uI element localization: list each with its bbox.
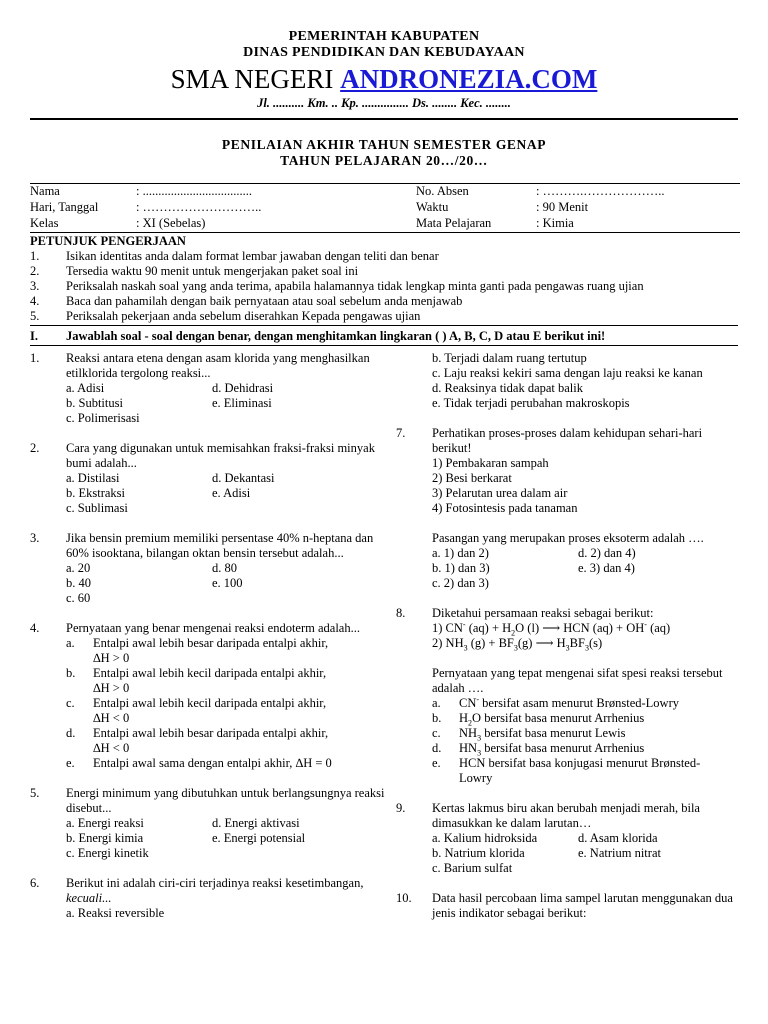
option-letter: d. xyxy=(66,726,76,740)
question-text: Pernyataan yang benar mengenai reaksi endoterm adalah... xyxy=(66,621,360,635)
instruction-item xyxy=(30,249,740,264)
question-prompt: Pasangan yang merupakan proses eksoterm adalah …. xyxy=(432,531,704,545)
option-c[interactable]: c. Polimerisasi xyxy=(66,411,140,425)
option-d[interactable]: d. Reaksinya tidak dapat balik xyxy=(432,381,584,395)
question-number: 4. xyxy=(30,621,40,635)
question-number: 9. xyxy=(396,801,406,815)
option-letter: b. xyxy=(66,666,76,680)
option-d[interactable]: d. 2) dan 4) xyxy=(578,546,636,560)
instruction-item xyxy=(30,309,740,324)
list-item: 1) Pembakaran sampah xyxy=(432,456,549,470)
option-b[interactable]: b. Energi kimia xyxy=(66,831,144,845)
identity-label: Nama xyxy=(30,184,136,201)
right-column xyxy=(396,351,742,921)
options xyxy=(66,381,390,426)
list-item: 3) Pelarutan urea dalam air xyxy=(432,486,568,500)
identity-value: : XI (Sebelas) xyxy=(136,216,416,233)
option-a[interactable]: a. CN- bersifat asam menurut Brønsted-Lowry xyxy=(432,694,679,710)
question-text: Energi minimum yang dibutuhkan untuk berlangsungnya reaksi disebut... xyxy=(66,786,385,815)
option-text-2: Lowry xyxy=(459,771,493,785)
option-d[interactable]: d. Dekantasi xyxy=(212,471,275,485)
section-divider-top xyxy=(30,325,738,326)
option-a[interactable]: a. Energi reaksi xyxy=(66,816,144,830)
option-text: bersifat asam menurut Brønsted-Lowry xyxy=(482,696,679,710)
question-number: 2. xyxy=(30,441,40,455)
exam-title: PENILAIAN AKHIR TAHUN SEMESTER GENAP xyxy=(221,137,547,152)
question-6 xyxy=(30,876,390,921)
identity-table xyxy=(30,183,740,233)
option-c[interactable]: c. Barium sulfat xyxy=(432,861,513,875)
school-address: Jl. .......... Km. .. Kp. ............... Ds. ........ Kec. ........ xyxy=(257,96,511,110)
instruction-text: Periksalah pekerjaan anda sebelum diserahkan Kepada pengawas ujian xyxy=(66,309,421,323)
question-text: Cara yang digunakan untuk memisahkan fraksi-fraksi minyak bumi adalah... xyxy=(66,441,375,470)
options xyxy=(432,546,742,591)
options xyxy=(432,831,742,876)
school-name xyxy=(0,64,768,94)
question-number: 8. xyxy=(396,606,406,620)
option-text-2: ∆H < 0 xyxy=(93,711,130,725)
instruction-item xyxy=(30,294,740,309)
section-number: I. xyxy=(30,329,38,343)
question-10 xyxy=(396,891,742,921)
option-text: Entalpi awal lebih besar daripada entalpi akhir, xyxy=(93,636,329,650)
option-text: Entalpi awal lebih kecil daripada entalpi akhir, xyxy=(93,666,327,680)
option-c[interactable]: c. 2) dan 3) xyxy=(432,576,489,590)
question-7 xyxy=(396,426,742,591)
option-text: Entalpi awal lebih kecil daripada entalpi akhir, xyxy=(93,696,327,710)
question-text: Diketahui persamaan reaksi sebagai berikut: xyxy=(432,606,654,620)
question-number: 1. xyxy=(30,351,40,365)
option-text: bersifat basa menurut Lewis xyxy=(484,726,626,740)
option-letter: e. xyxy=(66,756,75,770)
question-prompt: Pernyataan yang tepat mengenai sifat spesi reaksi tersebut adalah …. xyxy=(432,666,723,695)
section-text: Jawablah soal - soal dengan benar, dengan menghitamkan lingkaran ( ) A, B, C, D atau E berikut ini! xyxy=(66,329,606,343)
option-a[interactable]: a. 1) dan 2) xyxy=(432,546,489,560)
option-e[interactable]: e. Eliminasi xyxy=(212,396,272,410)
question-6-continued xyxy=(396,351,742,411)
option-text-2: ∆H > 0 xyxy=(93,651,130,665)
identity-label: Waktu xyxy=(416,200,449,214)
options xyxy=(66,561,390,606)
option-d[interactable]: d. Energi aktivasi xyxy=(212,816,300,830)
reaction-equation-1: 1) CN- $(aq) + H_2O$ (l) ⟶ HCN (aq) + OH- (aq) xyxy=(432,619,671,638)
option-b[interactable]: b. Ekstraksi xyxy=(66,486,126,500)
gov-line-1: PEMERINTAH KABUPATEN xyxy=(288,29,480,44)
question-number: 10. xyxy=(396,891,412,905)
option-b[interactable]: b. Terjadi dalam ruang tertutup xyxy=(432,351,587,365)
option-b[interactable]: b. Subtitusi xyxy=(66,396,123,410)
option-text: Entalpi awal sama dengan entalpi akhir, ∆H = 0 xyxy=(93,756,332,770)
question-number: 7. xyxy=(396,426,406,440)
letterhead-divider xyxy=(30,118,738,120)
option-c[interactable]: c. Laju reaksi kekiri sama dengan laju reaksi ke kanan xyxy=(432,366,703,380)
instruction-item xyxy=(30,264,740,279)
option-a[interactable]: a. Adisi xyxy=(66,381,105,395)
option-text: bersifat basa menurut Arrhenius xyxy=(484,711,645,725)
section-heading xyxy=(30,329,740,344)
question-text xyxy=(66,876,390,906)
identity-value: : ……………………….. xyxy=(136,200,262,214)
identity-row xyxy=(30,200,740,216)
question-2 xyxy=(30,441,390,516)
instruction-item xyxy=(30,279,740,294)
gov-line-2: DINAS PENDIDIKAN DAN KEBUDAYAAN xyxy=(243,45,525,60)
question-9 xyxy=(396,801,742,876)
option-e[interactable]: e. 100 xyxy=(212,576,243,590)
option-a[interactable] xyxy=(66,636,390,666)
question-text: Reaksi antara etena dengan asam klorida yang menghasilkan etilklorida tergolong reaksi... xyxy=(66,351,370,380)
options xyxy=(66,816,390,861)
options xyxy=(66,471,390,516)
instruction-number: 5. xyxy=(30,309,40,323)
option-e[interactable]: e. Adisi xyxy=(212,486,251,500)
identity-value: : ……….……………….. xyxy=(536,184,740,201)
instruction-number: 2. xyxy=(30,264,40,278)
option-a[interactable]: a. Kalium hidroksida xyxy=(432,831,538,845)
question-1 xyxy=(30,351,390,426)
identity-row xyxy=(30,184,740,201)
identity-value: : ................................... xyxy=(136,184,416,201)
question-number: 6. xyxy=(30,876,40,890)
option-c[interactable]: c. Energi kinetik xyxy=(66,846,149,860)
option-d[interactable]: d. Dehidrasi xyxy=(212,381,274,395)
identity-label: No. Absen xyxy=(416,184,536,201)
option-e[interactable] xyxy=(66,756,390,771)
option-text: Entalpi awal lebih besar daripada entalpi akhir, xyxy=(93,726,329,740)
exam-year: TAHUN PELAJARAN 20…/20… xyxy=(280,153,488,168)
question-3 xyxy=(30,531,390,606)
identity-value: : 90 Menit xyxy=(536,200,589,214)
option-letter: a. xyxy=(66,636,75,650)
question-text-emphasis: kecuali... xyxy=(66,891,112,905)
option-e[interactable]: e. Energi potensial xyxy=(212,831,306,845)
question-number: 3. xyxy=(30,531,40,545)
option-e[interactable]: e. Natrium nitrat xyxy=(578,846,661,860)
list-item: 2) Besi berkarat xyxy=(432,471,512,485)
question-5 xyxy=(30,786,390,861)
identity-value: : Kimia xyxy=(536,216,740,233)
question-text: Perhatikan proses-proses dalam kehidupan sehari-hari berikut! xyxy=(432,426,703,455)
question-number: 5. xyxy=(30,786,40,800)
option-a[interactable]: a. Distilasi xyxy=(66,471,120,485)
option-a[interactable]: a. 20 xyxy=(66,561,91,575)
option-c[interactable]: c. Sublimasi xyxy=(66,501,128,515)
instruction-number: 1. xyxy=(30,249,40,263)
letterhead xyxy=(0,0,768,110)
exam-title-block xyxy=(0,137,768,169)
option-e[interactable]: e. HCN bersifat basa konjugasi menurut Brønsted- Lowry xyxy=(432,756,701,785)
reaction-equation-2: 2) $NH_3$ $(g) + BF_3(g)$ ⟶ $H_3BF_3(s)$ xyxy=(432,636,603,653)
school-prefix: SMA NEGERI xyxy=(170,64,334,94)
question-text: Jika bensin premium memiliki persentase 40% n-heptana dan 60% isooktana, bilangan oktan bensin tersebut adalah... xyxy=(66,531,374,560)
instructions-heading: PETUNJUK PENGERJAAN xyxy=(30,234,186,248)
question-text-main: Berikut ini adalah ciri-ciri terjadinya reaksi kesetimbangan, xyxy=(66,876,364,890)
question-4 xyxy=(30,621,390,771)
option-b[interactable]: b. 40 xyxy=(66,576,91,590)
instruction-number: 3. xyxy=(30,279,40,293)
question-text: Kertas lakmus biru akan berubah menjadi merah, bila dimasukkan ke dalam larutan… xyxy=(432,801,700,830)
option-d[interactable] xyxy=(66,726,390,756)
left-column xyxy=(30,351,390,921)
option-a[interactable]: a. Reaksi reversible xyxy=(66,906,165,920)
instruction-text: Periksalah naskah soal yang anda terima, apabila halamannya tidak lengkap minta ganti pada pengawas ruang ujian xyxy=(66,279,644,293)
option-text: bersifat basa menurut Arrhenius xyxy=(484,741,645,755)
option-d[interactable]: d. 80 xyxy=(212,561,237,575)
option-b[interactable]: b. Natrium klorida xyxy=(432,846,525,860)
identity-row xyxy=(30,216,740,233)
identity-label: Kelas xyxy=(30,216,136,233)
option-c[interactable]: c. $NH_3$ bersifat basa menurut Lewis xyxy=(432,726,626,743)
school-site-link[interactable]: ANDRONEZIA.COM xyxy=(340,64,598,94)
option-b[interactable] xyxy=(66,666,390,696)
question-8 xyxy=(396,606,742,786)
section-divider-bottom xyxy=(30,345,738,346)
instruction-text: Isikan identitas anda dalam format lembar jawaban dengan teliti dan benar xyxy=(66,249,439,263)
instruction-text: Tersedia waktu 90 menit untuk mengerjakan paket soal ini xyxy=(66,264,359,278)
option-d[interactable]: d. $HN_3$ bersifat basa menurut Arrhenius xyxy=(432,741,645,758)
option-text-2: ∆H > 0 xyxy=(93,681,130,695)
identity-label: Mata Pelajaran xyxy=(416,216,536,233)
option-e[interactable]: e. 3) dan 4) xyxy=(578,561,635,575)
option-b[interactable]: b. 1) dan 3) xyxy=(432,561,490,575)
identity-label: Hari, Tanggal xyxy=(30,200,99,214)
option-c[interactable] xyxy=(66,696,390,726)
option-letter: c. xyxy=(66,696,75,710)
option-d[interactable]: d. Asam klorida xyxy=(578,831,658,845)
option-b[interactable]: b. $H_2O$ bersifat basa menurut Arrhenius xyxy=(432,711,645,728)
list-item: 4) Fotosintesis pada tanaman xyxy=(432,501,578,515)
option-e[interactable]: e. Tidak terjadi perubahan makroskopis xyxy=(432,396,630,410)
question-text: Data hasil percobaan lima sampel larutan menggunakan dua jenis indikator sebagai berikut: xyxy=(432,891,733,920)
option-c[interactable]: c. 60 xyxy=(66,591,91,605)
option-text-2: ∆H < 0 xyxy=(93,741,130,755)
option-text: HCN bersifat basa konjugasi menurut Brønsted- xyxy=(459,756,701,770)
instruction-number: 4. xyxy=(30,294,40,308)
instructions xyxy=(30,234,740,324)
instruction-text: Baca dan pahamilah dengan baik pernyataan atau soal sebelum anda menjawab xyxy=(66,294,463,308)
